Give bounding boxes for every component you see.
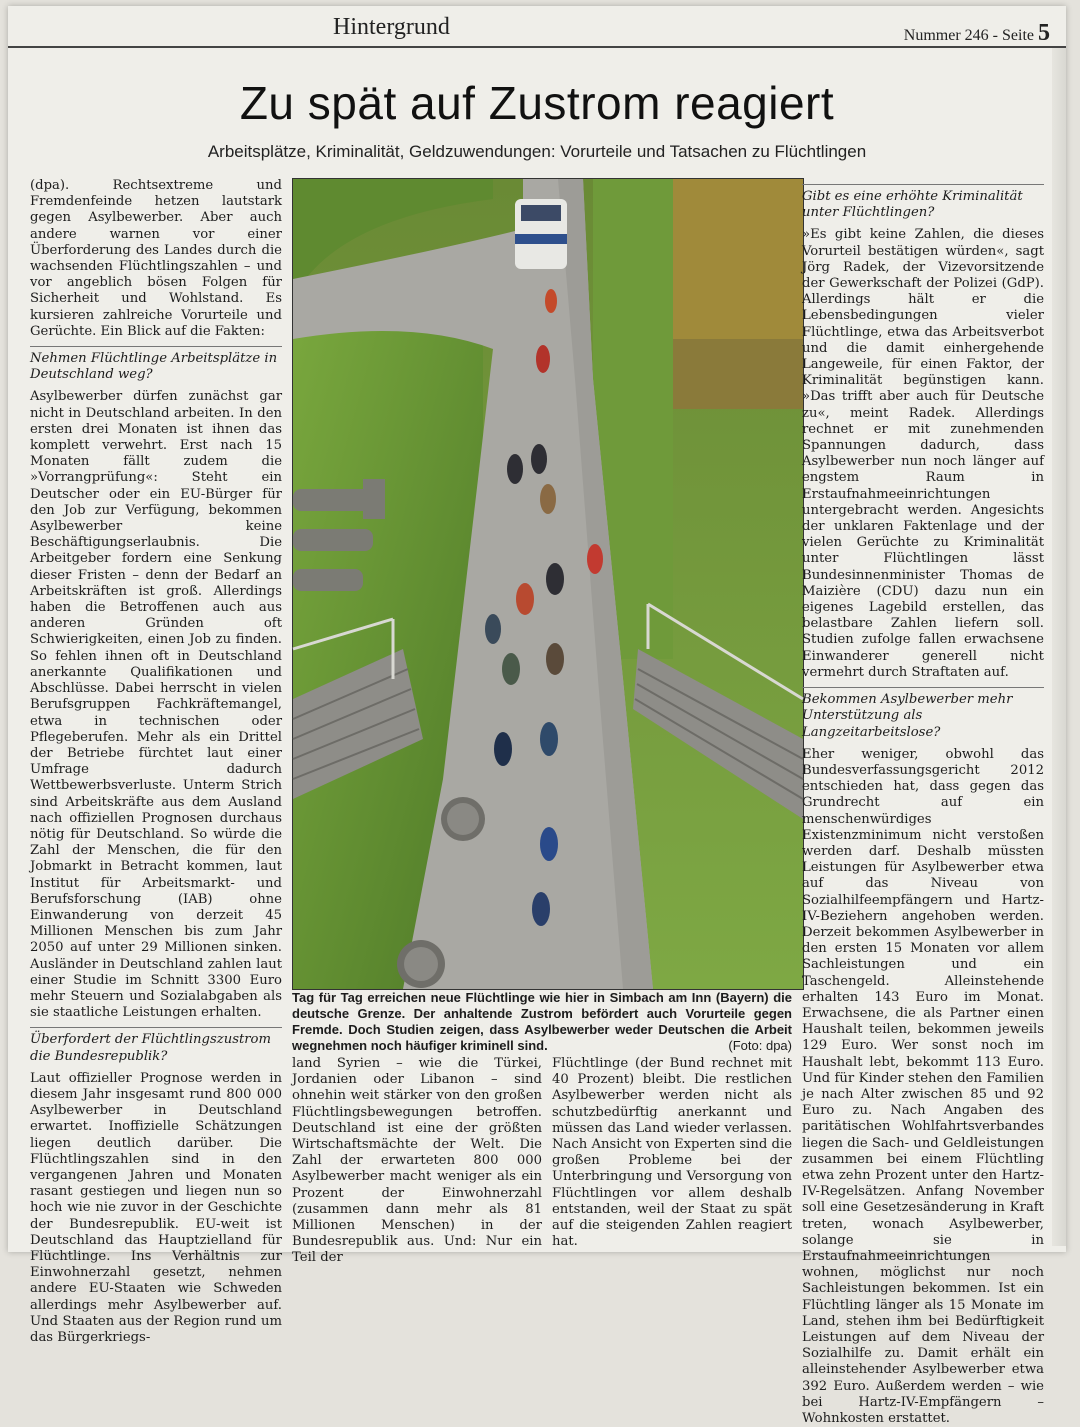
issue-number: Nummer 246 - Seite	[903, 27, 1034, 44]
issue-info	[904, 20, 1050, 47]
refugees-on-path-photo	[293, 179, 803, 989]
bottom-left-text-column	[292, 1056, 542, 1266]
newspaper-page	[8, 6, 1066, 1427]
page-number: 5	[1038, 20, 1050, 46]
article-question: Nehmen Flüchtlinge Arbeitsplätze in Deutschland weg?	[30, 346, 282, 383]
article-subheadline: Arbeitsplätze, Kriminalität, Geldzuwendungen: Vorurteile und Tatsachen zu Flüchtlingen	[207, 142, 867, 161]
bottom-middle-text-column	[552, 1056, 792, 1248]
section-label: Hintergrund	[333, 14, 450, 40]
right-text-column	[802, 178, 1044, 1427]
article-paragraph: »Es gibt keine Zahlen, die dieses Vorurteil bestätigen würden«, sagt Jörg Radek, der Vizevorsitzende der Gewerkschaft der Polizei (GdP). Allerdings hält er die Lebensbedingungen vieler Flüchtlinge, etwa das Arbeitsverbot und die damit einhergehende Langeweile, für einen Faktor, der Kriminalität begünstigen kann. »Das trifft aber auch für Deutsche zu«, meint Radek. Allerdings rechnet er mit zunehmenden Spannungen dadurch, dass Asylbewerber nun noch länger auf engstem Raum in Erstaufnahmeeinrichtungen untergebracht werden. Angesichts der unklaren Faktenlage und der vielen Gerüchte zu Kriminalität unter Flüchtlingen lässt Bundesinnenminister Thomas de Maizière (CDU) dazu nun ein eigenes Lagebild erstellen, das belastbare Zahlen liefern soll. Studien zufolge fallen erwachsene Einwanderer generell nicht vermehrt durch Straftaten auf.	[802, 227, 1044, 680]
page-header	[8, 6, 1066, 48]
caption-text: Tag für Tag erreichen neue Flüchtlinge wie hier in Simbach am Inn (Bayern) die deutsche Grenze. Der anhaltende Zustrom befördert auch Vorurteile gegen Fremde. Doch Studien zeigen, dass Asylbewerber weder Deutschen die Arbeit wegnehmen noch häufiger kriminell sind.	[292, 990, 792, 1053]
article-question: Gibt es eine erhöhte Kriminalität unter Flüchtlingen?	[802, 184, 1044, 221]
article-paragraph: (dpa). Rechtsextreme und Fremdenfeinde hetzen lautstark gegen Asylbewerber. Aber auch andere warnen vor einer Überforderung des Landes durch die wachsenden Flüchtlingszahlen – und vor angeblich bösen Folgen für Sicherheit und Wohlstand. Es kursieren zahlreiche Vorurteile und Gerüchte. Ein Blick auf die Fakten:	[30, 178, 282, 339]
article-photo	[292, 178, 804, 990]
adjacent-page-edge	[1052, 46, 1066, 1246]
left-text-column	[30, 178, 282, 1346]
photo-caption	[292, 990, 792, 1054]
article-paragraph: Flüchtlinge (der Bund rechnet mit 40 Prozent) bleibt. Die restlichen Asylbewerber werden nicht als schutzbedürftig anerkannt und müssen das Land wieder verlassen. Nach Ansicht von Experten sind die großen Probleme bei der Unterbringung und Versorgung von Flüchtlingen vor allem deshalb entstanden, weil der Staat zu spät auf die steigenden Zahlen reagiert hat.	[552, 1056, 792, 1250]
article-paragraph: land Syrien – wie die Türkei, Jordanien oder Libanon – sind ohnehin weit stärker von den großen Flüchtlingsbewegungen betroffen. Deutschland ist eine der größten Wirtschaftsmächte der Welt. Die Zahl der erwarteten 800 000 Asylbewerber macht weniger als ein Prozent der Einwohnerzahl (zusammen dann mehr als 81 Millionen Menschen) in der Bundesrepublik aus. Und: Nur ein Teil der	[292, 1056, 542, 1266]
article-headline: Zu spät auf Zustrom reagiert	[239, 77, 835, 129]
article-question: Überfordert der Flüchtlingszustrom die Bundesrepublik?	[30, 1027, 282, 1064]
article-paragraph: Eher weniger, obwohl das Bundesverfassungsgericht 2012 entschieden hat, dass gegen das Grundrecht auf ein menschenwürdiges Existenzminimum nicht verstoßen werden darf. Deshalb müssten Leistungen für Asylbewerber etwa auf das Niveau von Sozialhilfeempfängern und Hartz-IV-Beziehern angehoben werden. Derzeit bekommen Asylbewerber in den ersten 15 Monaten vor allem Sachleistungen und ein Taschengeld. Alleinstehende erhalten 143 Euro im Monat. Erwachsene, die als Partner einen Haushalt teilen, bekommen jeweils 129 Euro. Wer sonst noch im Haushalt lebt, bekommt 113 Euro. Und für Kinder stehen den Familien je nach Alter zwischen 85 und 92 Euro zu. Nach Angaben des paritätischen Wohlfahrtsverbandes liegen die Sach- und Geldleistungen zusammen bei einem Flüchtling etwa zehn Prozent unter den Hartz-IV-Regelsätzen. Anfang November soll eine Gesetzesänderung in Kraft treten, wonach Asylbewerber, solange sie in Erstaufnahmeeinrichtungen wohnen, möglichst nur noch Sachleistungen bekommen. Ist ein Flüchtling länger als 15 Monate im Land, stehen ihm bei Bedürftigkeit Leistungen auf dem Niveau der Sozialhilfe zu. Damit erhält ein alleinstehender Asylbewerber etwa 392 Euro. Außerdem werden – wie bei Hartz-IV-Empfängern – Wohnkosten erstattet.	[802, 746, 1044, 1427]
article-question: Bekommen Asylbewerber mehr Unterstützung als Langzeitarbeitslose?	[802, 687, 1044, 741]
article-paragraph: Asylbewerber dürfen zunächst gar nicht in Deutschland arbeiten. In den ersten drei Monaten ist ihnen das komplett verwehrt. Erst nach 15 Monaten fällt zudem die »Vorrangprüfung«: Steht ein Deutscher oder ein EU-Bürger für den Job zur Verfügung, bekommen Asylbewerber keine Beschäftigungserlaubnis. Die Arbeitgeber fordern eine Senkung dieser Fristen – denn der Bedarf an Arbeitskräften ist groß. Allerdings haben die Betroffenen auch aus anderen Gründen oft Schwierigkeiten, einen Job zu finden. So fehlen ihnen oft in Deutschland anerkannte Qualifikationen und Abschlüsse. Dabei herrscht in vielen Berufsgruppen Fachkräftemangel, etwa in technischen oder Pflegeberufen. Mehr als ein Drittel der Betriebe fürchtet laut einer Umfrage dadurch Wettbewerbsverluste. Unterm Strich sind Arbeitskräfte aus dem Ausland nach offiziellen Prognosen durchaus nötig für Deutschland. So würde die Zahl der Menschen, die für den Jobmarkt in Betracht kommen, laut Institut für Arbeitsmarkt- und Berufsforschung (IAB) ohne Einwanderung von derzeit 45 Millionen Menschen bis zum Jahr 2050 auf unter 29 Millionen sinken. Ausländer in Deutschland zahlen laut einer Studie im Schnitt 3300 Euro mehr Steuern und Sozialabgaben als sie staatliche Leistungen erhalten.	[30, 389, 282, 1021]
photo-credit: (Foto: dpa)	[728, 1038, 792, 1053]
article-paragraph: Laut offizieller Prognose werden in diesem Jahr insgesamt rund 800 000 Asylbewerber in Deutschland erwartet. Inoffizielle Schätzungen liegen deutlich darüber. Die Flüchtlingszahlen sind in den vergangenen Jahren und Monaten rasant gestiegen und liegen nun so hoch wie nie zuvor in der Geschichte der Bundesrepublik. EU-weit ist Deutschland das Hauptzielland für Flüchtlinge. Ins Verhältnis zur Einwohnerzahl gesetzt, nehmen andere EU-Staaten wie Schweden allerdings mehr Asylbewerber auf. Und Staaten aus der Region rund um das Bürgerkriegs-	[30, 1070, 282, 1346]
